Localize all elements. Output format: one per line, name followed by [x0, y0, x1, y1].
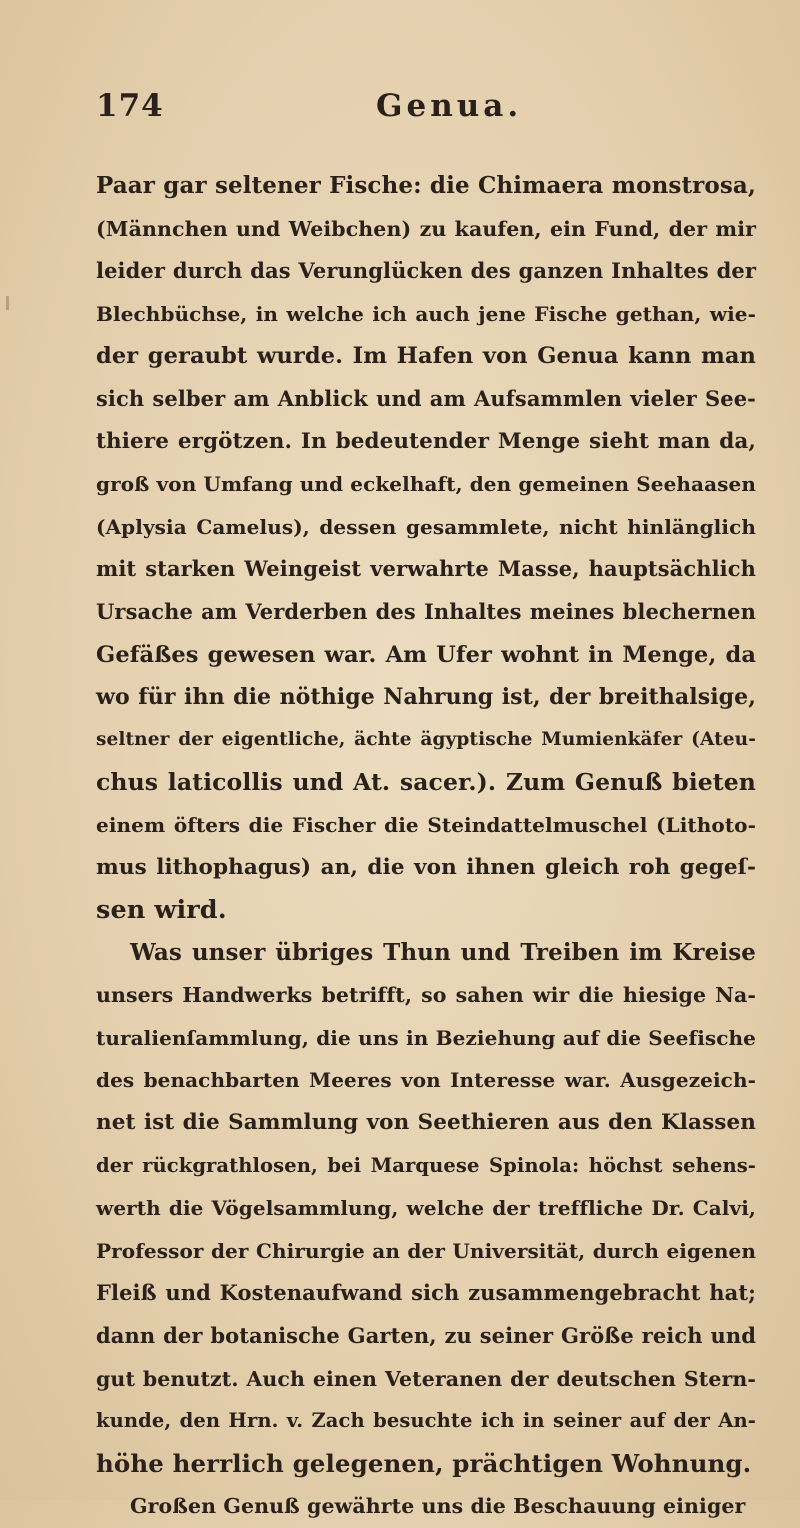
text-line: sen wird. [96, 895, 227, 926]
margin-mark [6, 296, 9, 310]
text-line: dann der botanische Garten, zu seiner Größe reich und [96, 1323, 756, 1349]
text-line: werth die Vögelsammlung, welche der treffliche Dr. Calvi, [96, 1196, 756, 1221]
text-line: wo für ihn die nöthige Nahrung ist, der breithalsige, [96, 684, 756, 711]
text-line: Blechbüchse, in welche ich auch jene Fische gethan, wie- [96, 301, 756, 326]
text-line: gut benutzt. Auch einen Veteranen der deutschen Stern- [96, 1366, 756, 1391]
text-line: der rückgrathlosen, bei Marquese Spinola: höchst sehens- [96, 1153, 756, 1177]
text-line: leider durch das Verunglücken des ganzen Inhaltes der [96, 258, 756, 284]
text-line: der geraubt wurde. Im Hafen von Genua kann man [96, 343, 756, 370]
text-line: groß von Umfang und eckelhaft, den gemeinen Seehaasen [96, 472, 756, 497]
text-line: net ist die Sammlung von Seethieren aus den Klassen [96, 1110, 756, 1136]
text-line: höhe herrlich gelegenen, prächtigen Wohnung. [96, 1448, 752, 1478]
text-line: mit starken Weingeist verwahrte Masse, hauptsächlich [96, 556, 756, 582]
running-head: Genua. [376, 88, 523, 124]
text-line: unsers Handwerks betrifft, so sahen wir die hiesige Na- [96, 983, 756, 1008]
text-line: Professor der Chirurgie an der Universität, durch eigenen [96, 1238, 756, 1263]
text-line: sich selber am Anblick und am Aufsammlen vieler See- [96, 385, 756, 411]
text-line: thiere ergötzen. In bedeutender Menge sieht man da, [96, 428, 756, 454]
body-text [96, 165, 756, 1528]
text-line: Was unser übriges Thun und Treiben im Kreise [130, 938, 756, 966]
text-line: des benachbarten Meeres von Interesse war. Ausgezeich- [96, 1068, 756, 1093]
page-number: 174 [96, 88, 164, 124]
text-line: mus lithophagus) an, die von ihnen gleich roh gegeſ- [96, 854, 756, 880]
text-line: turalienſammlung, die uns in Beziehung auf die Seefische [96, 1025, 756, 1050]
text-line: (Männchen und Weibchen) zu kaufen, ein Fund, der mir [96, 216, 756, 241]
text-line: Großen Genuß gewährte uns die Beschauung einiger [130, 1494, 746, 1519]
text-line: chus laticollis und At. sacer.). Zum Genuß bieten [96, 768, 756, 797]
page-header [96, 88, 716, 128]
text-line: Gefäßes gewesen war. Am Ufer wohnt in Menge, da [96, 641, 756, 668]
text-line: Paar gar seltener Fische: die Chimaera monstrosa, [96, 172, 756, 199]
text-line: seltner der eigentliche, ächte ägyptische Mumienkäfer (Ateu- [96, 728, 756, 750]
text-line: (Aplysia Camelus), dessen gesammlete, nicht hinlänglich [96, 514, 756, 539]
text-line: kunde, den Hrn. v. Zach besuchte ich in seiner auf der An- [96, 1409, 756, 1433]
text-line: Ursache am Verderben des Inhaltes meines blechernen [96, 598, 756, 624]
text-line: einem öfters die Fischer die Steindattelmuschel (Lithoto- [96, 812, 756, 837]
text-line: Fleiß und Kostenaufwand sich zusammengebracht hat; [96, 1280, 756, 1306]
